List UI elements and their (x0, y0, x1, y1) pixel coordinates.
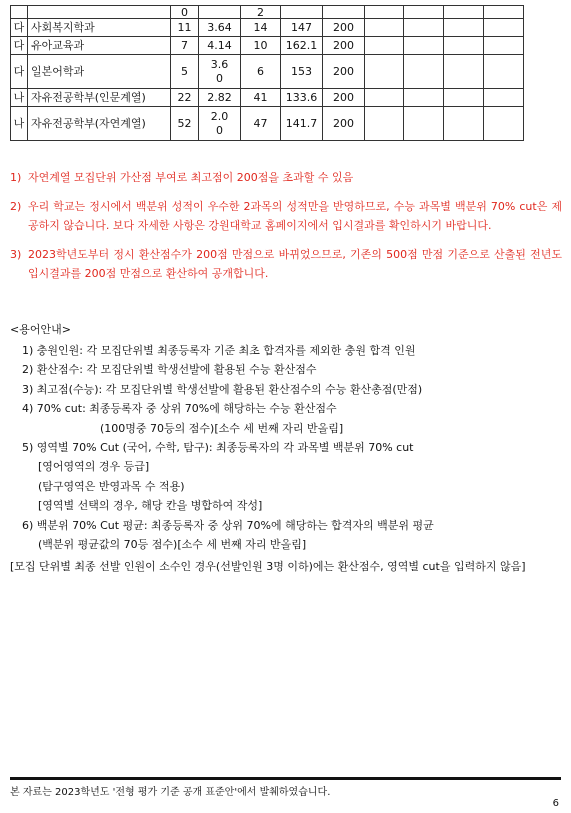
empty-cell (365, 89, 404, 107)
cell-line: 4.14 (207, 38, 232, 52)
table-cell: 200 (323, 89, 365, 107)
page-number: 6 (552, 798, 559, 809)
table-cell: 41 (241, 89, 281, 107)
table-cell: 47 (241, 107, 281, 141)
table-row (11, 37, 524, 55)
glossary-line: 3) 최고점(수능): 각 모집단위별 학생선발에 활용된 환산점수의 수능 환산총점(만점) (22, 382, 423, 396)
glossary-line: 4) 70% cut: 최종등록자 중 상위 70%에 해당하는 수능 환산점수 (22, 402, 337, 416)
table-cell: 153 (281, 55, 323, 89)
note-1 (10, 168, 562, 187)
glossary-footer: [모집 단위별 최종 선발 인원이 소수인 경우(선발인원 3명 이하)에는 환산점수, 영역별 cut을 입력하지 않음] (10, 560, 526, 574)
table-cell (28, 6, 171, 19)
note-number: 2) (10, 200, 22, 213)
empty-cell (444, 89, 484, 107)
note-text: 우리 학교는 정시에서 백분위 성적이 우수한 2과목의 성적만을 반영하므로, 수능 과목별 백분위 70% cut은 제공하지 않습니다. 보다 자세한 사항은 강원대학교 홈페이지에서 입시결과를 확인하시기 바랍니다. (28, 200, 562, 232)
note-number: 1) (10, 171, 22, 184)
department-name-cell: 사회복지학과 (28, 19, 171, 37)
table-cell: 147 (281, 19, 323, 37)
cell-line: 3.6 (210, 57, 229, 71)
grade-cell: 다 (11, 55, 28, 89)
glossary-line: 6) 백분위 70% Cut 평균: 최종등록자 중 상위 70%에 해당하는 합격자의 백분위 평균 (22, 518, 434, 532)
table-cell: 141.7 (281, 107, 323, 141)
table-cell: 162.1 (281, 37, 323, 55)
department-name-cell: 자유전공학부(인문계열) (28, 89, 171, 107)
empty-cell (444, 37, 484, 55)
department-name-cell: 자유전공학부(자연계열) (28, 107, 171, 141)
cell-line: 0 (216, 71, 223, 85)
cell-line: 2.0 (210, 109, 229, 123)
table-row (11, 107, 524, 141)
empty-cell (404, 19, 444, 37)
note-number: 3) (10, 248, 22, 261)
table-cell (404, 6, 444, 19)
glossary-line: (탐구영역은 반영과목 수 적용) (38, 479, 185, 493)
glossary-line: [영역별 선택의 경우, 해당 칸을 병합하여 작성] (38, 499, 263, 513)
department-name-cell: 유아교육과 (28, 37, 171, 55)
empty-cell (365, 107, 404, 141)
glossary-section (10, 321, 562, 576)
table-cell: 0 (171, 6, 199, 19)
table-cell: 10 (241, 37, 281, 55)
table-cell: 11 (171, 19, 199, 37)
notes-section (10, 168, 562, 293)
table-row (11, 19, 524, 37)
table-cell: 5 (171, 55, 199, 89)
table-cell: 22 (171, 89, 199, 107)
table-cell: 2 (241, 6, 281, 19)
empty-cell (404, 107, 444, 141)
empty-cell (484, 37, 524, 55)
table-cell (199, 107, 241, 141)
empty-cell (444, 19, 484, 37)
empty-cell (404, 89, 444, 107)
grade-cell: 나 (11, 89, 28, 107)
grade-cell: 다 (11, 19, 28, 37)
empty-cell (444, 107, 484, 141)
note-3 (10, 245, 562, 283)
table-cell (323, 6, 365, 19)
table-cell (281, 6, 323, 19)
cell-line: 2.82 (207, 90, 232, 104)
table-cell: 133.6 (281, 89, 323, 107)
empty-cell (484, 89, 524, 107)
glossary-line: (백분위 평균값의 70등 점수)[소수 세 번째 자리 반올림] (38, 538, 307, 552)
admission-results-table (10, 5, 524, 141)
glossary-line: (100명중 70등의 점수)[소수 세 번째 자리 반올림] (100, 421, 344, 435)
table-cell (11, 6, 28, 19)
table-cell: 52 (171, 107, 199, 141)
glossary-line: [영어영역의 경우 등급] (38, 460, 150, 474)
empty-cell (365, 37, 404, 55)
table-cell: 200 (323, 19, 365, 37)
glossary-line: 2) 환산점수: 각 모집단위별 학생선발에 활용된 수능 환산점수 (22, 363, 317, 377)
cell-line: 3.64 (207, 20, 232, 34)
note-2 (10, 197, 562, 235)
footer-divider (10, 777, 561, 780)
glossary-line: 1) 충원인원: 각 모집단위별 최종등록자 기준 최초 합격자를 제외한 충원 합격 인원 (22, 344, 416, 357)
source-note: 본 자료는 2023학년도 '전형 평가 기준 공개 표준안'에서 발췌하였습니다. (10, 787, 331, 798)
department-name-cell: 일본어학과 (28, 55, 171, 89)
empty-cell (484, 55, 524, 89)
empty-cell (365, 19, 404, 37)
table-cell (199, 6, 241, 19)
table-cell: 200 (323, 37, 365, 55)
table-row (11, 89, 524, 107)
empty-cell (365, 55, 404, 89)
table-cell: 200 (323, 107, 365, 141)
table-cell (199, 19, 241, 37)
table-row (11, 55, 524, 89)
note-text: 2023학년도부터 정시 환산점수가 200점 만점으로 바뀌었으므로, 기존의 500점 만점 기준으로 산출된 전년도 입시결과를 200점 만점으로 환산하여 공개합니다. (28, 248, 562, 280)
table-cell (199, 37, 241, 55)
table-cell (484, 6, 524, 19)
grade-cell: 나 (11, 107, 28, 141)
table-cell: 7 (171, 37, 199, 55)
empty-cell (484, 107, 524, 141)
table-cell (365, 6, 404, 19)
table-cell: 6 (241, 55, 281, 89)
table-cell (444, 6, 484, 19)
glossary-title: <용어안내> (10, 323, 71, 336)
note-text: 자연계열 모집단위 가산점 부여로 최고점이 200점을 초과할 수 있음 (28, 171, 354, 184)
glossary-line: 5) 영역별 70% Cut (국어, 수학, 탐구): 최종등록자의 각 과목별 백분위 70% cut (22, 441, 414, 455)
table-cell (199, 89, 241, 107)
empty-cell (404, 55, 444, 89)
empty-cell (444, 55, 484, 89)
grade-cell: 다 (11, 37, 28, 55)
table-cell (199, 55, 241, 89)
empty-cell (484, 19, 524, 37)
empty-cell (404, 37, 444, 55)
table-cell: 14 (241, 19, 281, 37)
table-row-partial (11, 6, 524, 19)
cell-line: 0 (216, 123, 223, 137)
table-cell: 200 (323, 55, 365, 89)
